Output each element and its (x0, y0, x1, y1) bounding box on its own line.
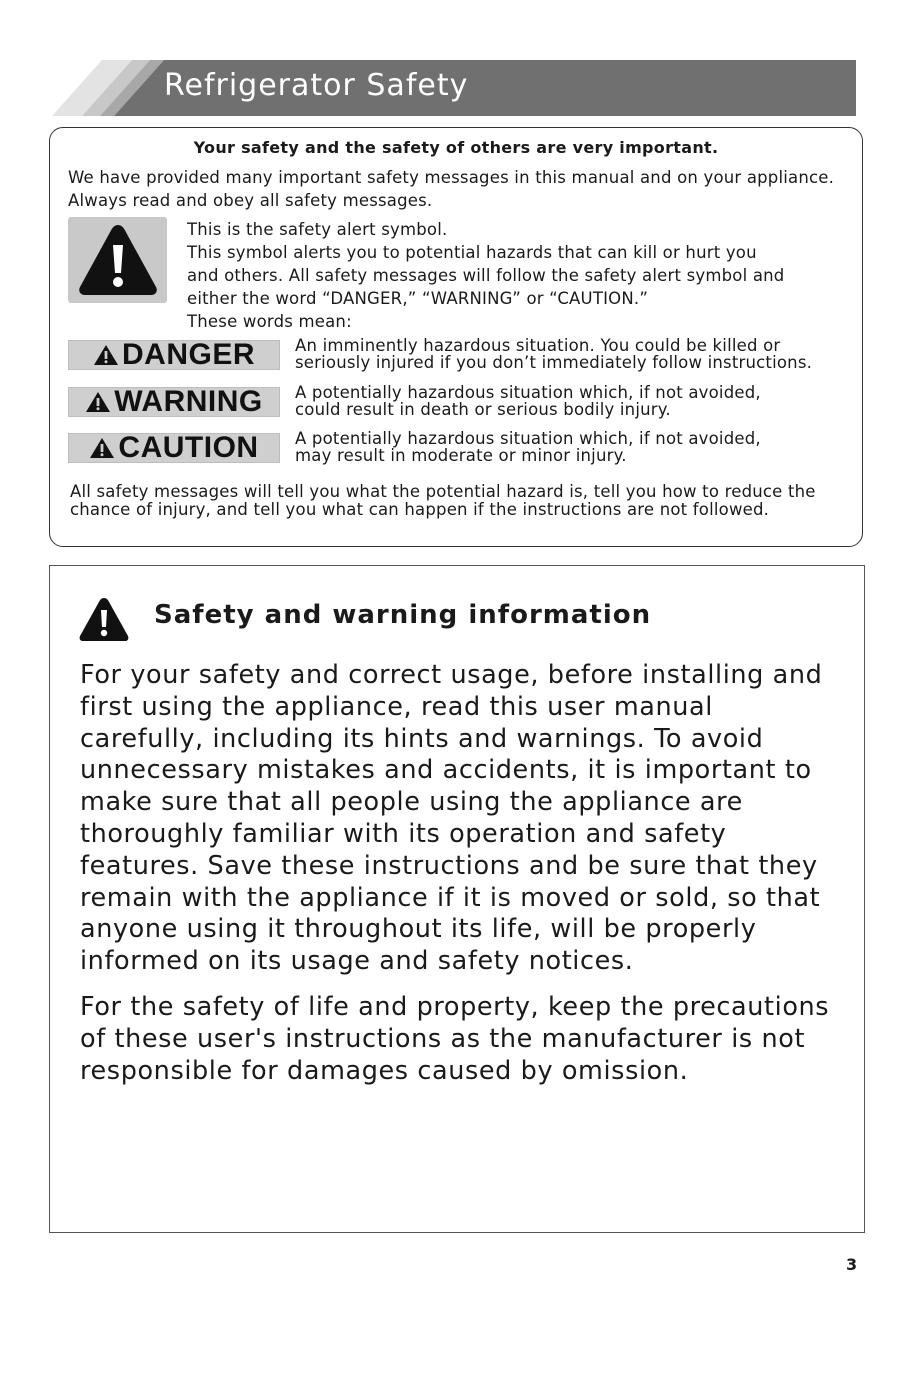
info-line: features. Save these instructions and be sure that they (80, 850, 818, 881)
info-line: For the safety of life and property, keep the precautions (80, 992, 830, 1022)
info-line: anyone using it throughout its life, will be properly (80, 914, 757, 945)
info-line: responsible for damages caused by omission. (80, 1055, 689, 1086)
safety-warning-info-box (49, 565, 865, 1233)
warning-triangle-icon (89, 437, 115, 459)
warning-word: WARNING (114, 385, 263, 418)
danger-line: An imminently hazardous situation. You could be killed or (295, 336, 781, 355)
warning-label (68, 387, 280, 417)
warning-triangle-icon (76, 221, 160, 299)
alert-line: either the word “DANGER,” “WARNING” or “CAUTION.” (187, 289, 649, 308)
page-header (52, 60, 856, 116)
danger-description (295, 337, 865, 371)
alert-description (187, 218, 857, 333)
info-paragraph-1 (80, 660, 840, 978)
info-title: Safety and warning information (154, 600, 652, 630)
safety-intro: We have provided many important safety messages in this manual and on your appliance. Always read and obey all safety messages. (68, 168, 835, 210)
danger-line: seriously injured if you don’t immediately follow instructions. (295, 353, 813, 372)
warning-line: A potentially hazardous situation which, if not avoided, (295, 383, 761, 402)
info-line: of these user's instructions as the manufacturer is not (80, 1023, 806, 1054)
info-paragraph-2 (80, 992, 840, 1087)
caution-description (295, 430, 865, 464)
safety-footer: All safety messages will tell you what the potential hazard is, tell you how to reduce the chance of injury, and tell you what can happen if the instructions are not followed. (70, 482, 816, 519)
page-number: 3 (846, 1255, 858, 1274)
alert-line: This is the safety alert symbol. (187, 220, 448, 239)
safety-heading: Your safety and the safety of others are very important. (193, 138, 719, 157)
safety-alert-symbol (68, 217, 167, 303)
info-line: make sure that all people using the appliance are (80, 787, 743, 818)
warning-line: could result in death or serious bodily injury. (295, 400, 671, 419)
caution-label (68, 433, 280, 463)
safety-messages-box (49, 127, 863, 547)
warning-triangle-icon (78, 596, 130, 642)
warning-description (295, 384, 865, 418)
info-line: first using the appliance, read this user manual (80, 691, 713, 722)
alert-line: and others. All safety messages will follow the safety alert symbol and (187, 266, 785, 285)
caution-word: CAUTION (118, 431, 259, 464)
danger-word: DANGER (121, 338, 255, 371)
info-line: thoroughly familiar with its operation and safety (80, 818, 727, 849)
info-line: carefully, including its hints and warnings. To avoid (80, 723, 764, 754)
danger-label (68, 340, 280, 370)
info-line: For your safety and correct usage, before installing and (80, 660, 823, 690)
caution-line: may result in moderate or minor injury. (295, 446, 627, 465)
info-line: informed on its usage and safety notices. (80, 946, 634, 977)
caution-line: A potentially hazardous situation which, if not avoided, (295, 429, 761, 448)
warning-triangle-icon (93, 344, 119, 366)
info-line: unnecessary mistakes and accidents, it is important to (80, 755, 812, 786)
alert-line: These words mean: (187, 312, 352, 331)
page-title: Refrigerator Safety (164, 68, 469, 103)
warning-triangle-icon (85, 391, 111, 413)
alert-line: This symbol alerts you to potential hazards that can kill or hurt you (187, 243, 757, 262)
info-line: remain with the appliance if it is moved or sold, so that (80, 882, 821, 913)
